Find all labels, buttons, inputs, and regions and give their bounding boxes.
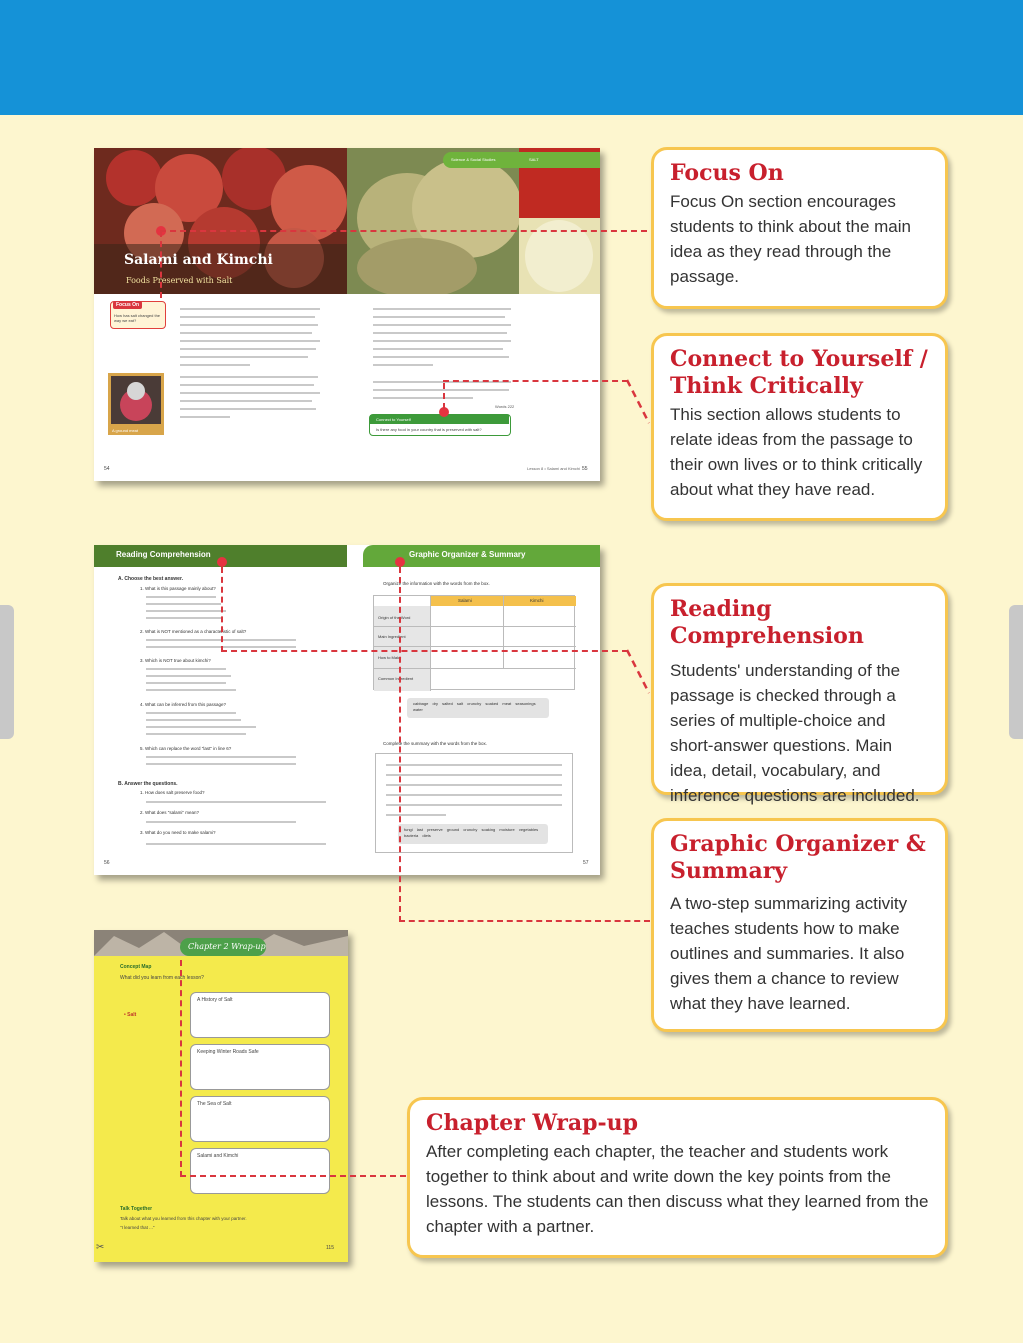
talk-together-label: Talk Together: [120, 1206, 153, 1212]
qb2: 2. What does "salami" mean?: [140, 810, 199, 815]
page-number-115: 115: [326, 1245, 334, 1251]
connect-label: Connect to Yourself: [370, 415, 509, 424]
salami-photo: [94, 148, 347, 294]
step2-text: Complete the summary with the words from the box.: [383, 741, 488, 746]
wrapup-tag: [180, 938, 266, 956]
callout-wrapup: [407, 1097, 948, 1258]
col-salami: Salami: [458, 598, 472, 603]
row-common: Common Ingredient: [378, 676, 414, 681]
kimchi-photo: [347, 148, 600, 294]
lesson-box-2[interactable]: Keeping Winter Roads Safe: [190, 1044, 330, 1090]
callout-graphic-title-2: Summary: [670, 858, 788, 884]
callout-connect-body: This section allows students to relate ideas from the passage to their own lives or to think critically about what they have read.: [670, 405, 923, 499]
qb1: 1. How does salt preserve food?: [140, 790, 205, 795]
reading-comp-header: Reading Comprehension: [116, 550, 211, 559]
header-band: [0, 0, 1023, 115]
lesson-box-4[interactable]: Salami and Kimchi: [190, 1148, 330, 1194]
callout-graphic-title-1: Graphic Organizer &: [670, 831, 926, 857]
center-word: • Salt: [124, 1012, 137, 1018]
page-number-56: 56: [104, 860, 110, 866]
q1: 1. What is this passage mainly about?: [140, 586, 216, 591]
lesson-title: Salami and Kimchi: [124, 252, 273, 268]
word-box-2: [398, 824, 548, 844]
callout-connect-title-2: Think Critically: [670, 373, 863, 399]
wrapup-tag-text: Chapter 2 Wrap-up: [188, 942, 266, 951]
callout-connect: [651, 333, 948, 521]
summary-box: [375, 753, 573, 853]
q2: 2. What is NOT mentioned as a characteristic of salt?: [140, 629, 247, 634]
spread1-left-page: [94, 148, 347, 481]
talk-quote: "I learned that ...": [120, 1225, 155, 1230]
section-a: A. Choose the best answer.: [118, 576, 184, 582]
callout-reading-body: Students' understanding of the passage is checked through a series of multiple-choice and short-answer questions. Main idea, detail, vocabulary, and inference questions are included.: [670, 661, 920, 805]
callout-focus-title: Focus On: [670, 160, 784, 186]
callout-wrapup-title: Chapter Wrap-up: [426, 1110, 639, 1136]
concept-question: What did you learn from each lesson?: [120, 975, 204, 981]
callout-reading-title: Reading Comprehension: [670, 596, 864, 649]
page-number-left: 54: [104, 466, 110, 472]
row-main: Main Ingredient: [378, 634, 406, 639]
spread-wrapup: [94, 930, 348, 1262]
qb3: 3. What do you need to make salami?: [140, 830, 216, 835]
callout-graphic: [651, 818, 948, 1032]
lesson-subtitle: Foods Preserved with Salt: [126, 276, 233, 285]
scissors-icon: ✂: [96, 1242, 105, 1253]
footer-right: Lesson 8 • Salami and Kimchi: [527, 466, 580, 471]
row-origin: Origin of the Word: [378, 615, 411, 620]
row-how: How to Make: [378, 655, 402, 660]
page-number-57: 57: [583, 860, 589, 866]
callout-connect-title-1: Connect to Yourself /: [670, 346, 928, 372]
page-number-right: 55: [582, 466, 588, 472]
left-page-tab[interactable]: [0, 605, 14, 739]
focus-question: How has salt changed the way we eat?: [114, 313, 161, 323]
reading-marker-dot: [217, 557, 227, 567]
spread2-right-page: [347, 545, 600, 875]
callout-wrapup-body: After completing each chapter, the teacher and students work together to think about and write down the key points from the lessons. The students can then discuss what they learned from the chapter with a partner.: [426, 1142, 929, 1236]
spread1-right-page: [347, 148, 600, 481]
word-count: Words 222: [495, 404, 515, 409]
photo-caption: A ground meat: [112, 428, 139, 433]
step1-text: Organize the information with the words from the box.: [383, 581, 490, 586]
right-page-tab[interactable]: [1009, 605, 1023, 739]
callout-focus-on: [651, 147, 948, 309]
word-box-2-words: fungi last preserve ground crunchy soaking moisture vegetables bacteria diets: [404, 827, 539, 838]
connect-question: Is there any food in your country that is preserved with salt?: [376, 427, 482, 432]
q4: 4. What can be inferred from this passage?: [140, 702, 227, 707]
spread-salami-kimchi: [94, 148, 600, 481]
col-kimchi: Kimchi: [530, 598, 544, 603]
lesson-box-1[interactable]: A History of Salt: [190, 992, 330, 1038]
concept-map-label: Concept Map: [120, 964, 152, 970]
callout-focus-body: Focus On section encourages students to think about the main idea as they read through the passage.: [670, 192, 911, 286]
graphic-organizer-header: Graphic Organizer & Summary: [409, 550, 526, 559]
topic-tag-text: SALT: [529, 157, 539, 162]
subject-tag: [443, 152, 600, 168]
focus-on-box: [110, 301, 166, 329]
organizer-table: [373, 595, 575, 690]
section-b: B. Answer the questions.: [118, 781, 178, 787]
callout-reading: [651, 583, 948, 805]
talk-text: Talk about what you learned from this chapter with your partner.: [120, 1216, 247, 1221]
focus-label: Focus On: [113, 301, 142, 309]
spread-comprehension: [94, 545, 600, 875]
ground-meat-photo: [108, 373, 164, 435]
subject-tag-text: Science & Social Studies: [451, 157, 496, 162]
q3: 3. Which is NOT true about kimchi?: [140, 658, 211, 663]
lesson-box-3[interactable]: The Sea of Salt: [190, 1096, 330, 1142]
graphic-marker-dot: [395, 557, 405, 567]
word-box-1: [407, 698, 549, 718]
word-box-1-words: cabbage dry salted salt crunchy soaked meat seasonings water: [413, 701, 536, 712]
q5: 5. Which can replace the word "last" in line 6?: [140, 746, 232, 751]
connect-box: [369, 414, 511, 436]
callout-graphic-body: A two-step summarizing activity teaches students how to make outlines and summaries. It also gives them a chance to review what they have learned.: [670, 894, 908, 1013]
